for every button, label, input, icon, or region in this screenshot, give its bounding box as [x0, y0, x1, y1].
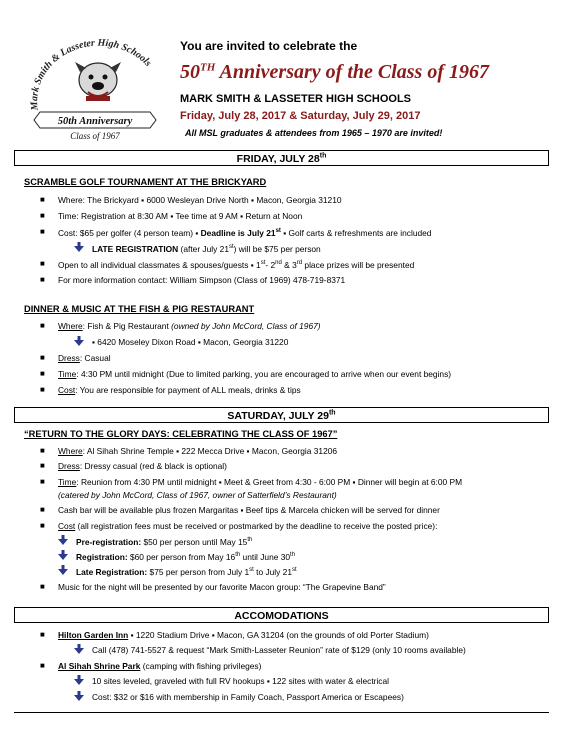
bottom-rule [14, 712, 549, 713]
golf-cost: Cost: $65 per golfer (4 person team) ▪ Deadline is July 21st ▪ Golf carts & refreshments are included [58, 227, 432, 238]
bullet-icon: ■ [40, 353, 45, 362]
shrine-cost: Cost: $32 or $16 with membership in Family Coach, Passport America or Escapees) [92, 692, 404, 702]
schools-line: MARK SMITH & LASSETER HIGH SCHOOLS [180, 93, 412, 105]
arrow-down-icon [74, 644, 84, 654]
saturday-section-title: “RETURN TO THE GLORY DAYS: CELEBRATING THE CLASS OF 1967” [24, 429, 338, 439]
golf-where: Where: The Brickyard ▪ 6000 Wesleyan Drive North ▪ Macon, Georgia 31210 [58, 195, 342, 205]
bullet-icon: ■ [40, 521, 45, 530]
saturday-caterer: (catered by John McCord, Class of 1967, owner of Satterfield’s Restaurant) [58, 490, 337, 500]
bullet-icon: ■ [40, 661, 45, 670]
golf-section-title: SCRAMBLE GOLF TOURNAMENT AT THE BRICKYARD [24, 177, 267, 187]
arrow-down-icon [58, 535, 68, 545]
bullet-icon: ■ [40, 582, 45, 591]
arrow-down-icon [74, 691, 84, 701]
bullet-icon: ■ [40, 227, 45, 236]
dinner-section-title: DINNER & MUSIC AT THE FISH & PIG RESTAURANT [24, 304, 255, 314]
invite-line: You are invited to celebrate the [180, 39, 358, 53]
dinner-address: ▪ 6420 Moseley Dixon Road ▪ Macon, Georgia 31220 [92, 337, 289, 347]
saturday-where: Where: Al Sihah Shrine Temple ▪ 222 Mecca Drive ▪ Macon, Georgia 31206 [58, 446, 338, 456]
bullet-icon: ■ [40, 477, 45, 486]
saturday-cost: Cost (all registration fees must be received or postmarked by the deadline to receive the posted price): [58, 521, 438, 531]
bullet-icon: ■ [40, 630, 45, 639]
saturday-header-bar: SATURDAY, JULY 29th [14, 407, 549, 423]
arrow-down-icon [74, 675, 84, 685]
arrow-down-icon [74, 242, 84, 252]
saturday-dress: Dress: Dressy casual (red & black is optional) [58, 461, 227, 471]
logo-arc-text: Mark Smith & Lasseter High Schools [29, 37, 154, 111]
bullet-icon: ■ [40, 195, 45, 204]
dinner-time: Time: 4:30 PM until midnight (Due to limited parking, you are encouraged to arrive when our event begins) [58, 369, 452, 379]
bullet-icon: ■ [40, 446, 45, 455]
bullet-icon: ■ [40, 211, 45, 220]
dinner-where: Where: Fish & Pig Restaurant (owned by John McCord, Class of 1967) [58, 321, 321, 331]
dinner-cost: Cost: You are responsible for payment of ALL meals, drinks & tips [58, 385, 301, 395]
bullet-icon: ■ [40, 275, 45, 284]
bulldog-icon [75, 62, 121, 101]
pre-registration: Pre-registration: $50 per person until May 15th [76, 536, 253, 547]
saturday-cash-bar: Cash bar will be available plus frozen Margaritas ▪ Beef tips & Marcela chicken will be served for dinner [58, 505, 440, 515]
friday-header-bar: FRIDAY, JULY 28th [14, 150, 549, 166]
event-title: 50TH Anniversary of the Class of 1967 [180, 61, 490, 83]
shrine-park-line: Al Sihah Shrine Park (camping with fishing privileges) [58, 661, 262, 671]
golf-open-to: Open to all individual classmates & spouses/guests ▪ 1st- 2nd & 3rd place prizes will be presented [58, 259, 415, 270]
bullet-icon: ■ [40, 259, 45, 268]
logo-banner-text: 50th Anniversary [57, 116, 133, 127]
golf-time: Time: Registration at 8:30 AM ▪ Tee time at 9 AM ▪ Return at Noon [58, 211, 303, 221]
arrow-down-icon [58, 550, 68, 560]
golf-late-registration: LATE REGISTRATION (after July 21st) will be $75 per person [92, 243, 321, 254]
dinner-dress: Dress: Casual [58, 353, 111, 363]
graduates-note: All MSL graduates & attendees from 1965 – 1970 are invited! [185, 128, 443, 138]
bullet-icon: ■ [40, 461, 45, 470]
hilton-call: Call (478) 741-5527 & request “Mark Smith-Lasseter Reunion” rate of $129 (only 10 rooms available) [92, 645, 466, 655]
dates-line: Friday, July 28, 2017 & Saturday, July 29, 2017 [180, 110, 421, 122]
bullet-icon: ■ [40, 505, 45, 514]
arrow-down-icon [58, 565, 68, 575]
accommodations-header-bar: ACCOMODATIONS [14, 607, 549, 623]
shrine-sites: 10 sites leveled, graveled with full RV hookups ▪ 122 sites with water & electrical [92, 676, 390, 686]
logo-class-text: Class of 1967 [70, 131, 120, 141]
saturday-music: Music for the night will be presented by our favorite Macon group: “The Grapevine Band” [58, 582, 386, 592]
saturday-time: Time: Reunion from 4:30 PM until midnight ▪ Meet & Greet from 4:30 - 6:00 PM ▪ Dinner will begin at 6:00 PM [58, 477, 463, 487]
bullet-icon: ■ [40, 385, 45, 394]
registration: Registration: $60 per person from May 16th until June 30th [76, 551, 296, 562]
hilton-line: Hilton Garden Inn ▪ 1220 Stadium Drive ▪ Macon, GA 31204 (on the grounds of old Porter Stadium) [58, 630, 429, 640]
bullet-icon: ■ [40, 321, 45, 330]
late-registration: Late Registration: $75 per person from July 1st to July 21st [76, 566, 297, 577]
golf-contact: For more information contact: William Simpson (Class of 1969) 478-719-8371 [58, 275, 346, 285]
bulldog-logo [20, 32, 170, 142]
bullet-icon: ■ [40, 369, 45, 378]
arrow-down-icon [74, 336, 84, 346]
